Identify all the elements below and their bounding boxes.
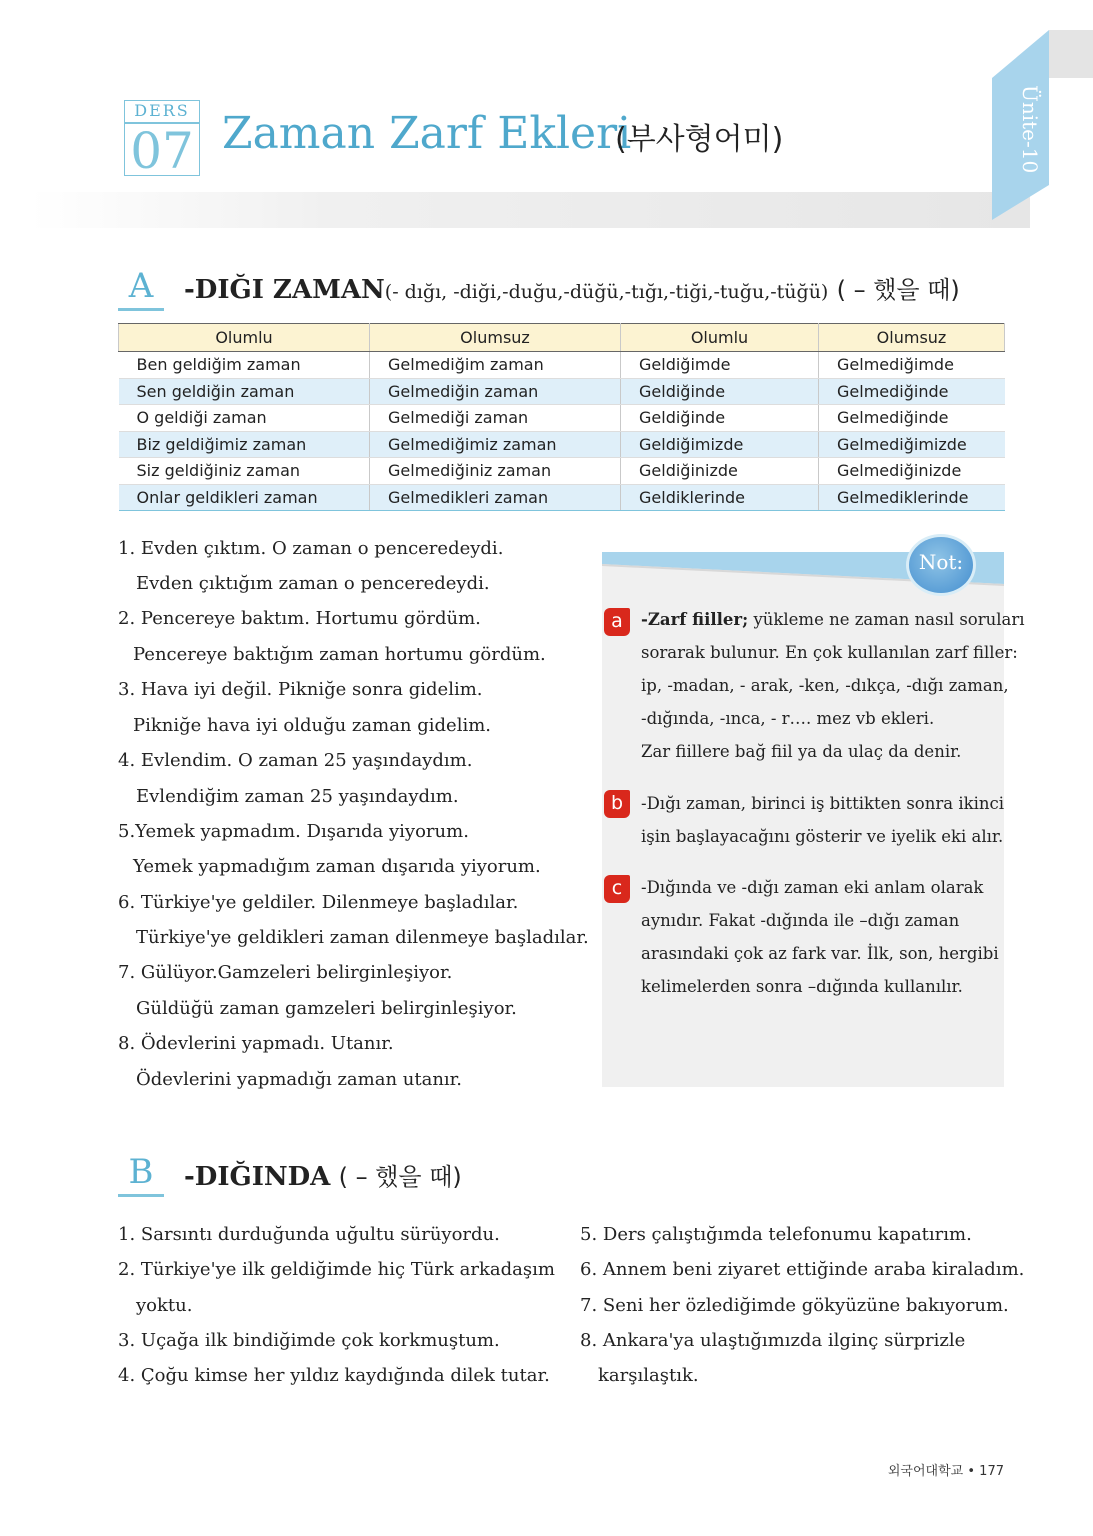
table-cell: Sen geldiğin zaman <box>119 378 370 405</box>
table-row <box>119 484 1005 511</box>
table-header-row <box>119 324 1005 352</box>
note-line <box>641 610 1025 629</box>
table-cell: Geldiğimizde <box>621 431 819 458</box>
note-marker-c: c <box>604 875 630 903</box>
note-line: kelimelerden sonra –dığında kullanılır. <box>641 977 963 996</box>
section-a-detail: (- dığı, -diği,-duğu,-düğü,-tığı,-tiği,-tuğu,-tüğü) <box>384 281 829 303</box>
page-number: 177 <box>979 1464 1004 1479</box>
example-sentence: 1. Evden çıktım. O zaman o penceredeydi. <box>118 538 504 559</box>
table-header-cell: Olumlu <box>119 324 370 352</box>
note-line: aynıdır. Fakat -dığında ile –dığı zaman <box>641 911 960 930</box>
section-b-sentence-cont: karşılaştık. <box>598 1365 699 1386</box>
section-a-korean: ( – 했을 때) <box>836 276 960 304</box>
example-sentence: 5.Yemek yapmadım. Dışarıda yiyorum. <box>118 821 469 842</box>
table-cell: Gelmediğimiz zaman <box>370 431 621 458</box>
note-panel <box>602 555 1004 1087</box>
note-line: arasındaki çok az fark var. İlk, son, hergibi <box>641 944 999 963</box>
section-b-heading <box>184 1157 462 1192</box>
page-footer <box>800 1460 1004 1479</box>
example-sentence: 2. Pencereye baktım. Hortumu gördüm. <box>118 608 481 629</box>
table-row <box>119 352 1005 379</box>
section-a-title: -DIĞI ZAMAN <box>184 275 385 305</box>
note-line: Zar fiillere bağ fiil ya da ulaç da denir. <box>641 742 962 761</box>
note-line-text: yükleme ne zaman nasıl soruları <box>748 610 1025 629</box>
section-b-sentence-cont: yoktu. <box>136 1295 193 1316</box>
header-band <box>30 192 1030 228</box>
table-cell: Ben geldiğim zaman <box>119 352 370 379</box>
section-a-letter: A <box>118 266 164 311</box>
note-marker-a: a <box>604 608 630 636</box>
table-cell: Geldiğinde <box>621 405 819 432</box>
example-sentence: 4. Evlendim. O zaman 25 yaşındaydım. <box>118 750 473 771</box>
table-cell: Biz geldiğimiz zaman <box>119 431 370 458</box>
table-cell: Gelmediğiniz zaman <box>370 458 621 485</box>
lesson-number: 07 <box>130 122 194 180</box>
example-sentence: 6. Türkiye'ye geldiler. Dilenmeye başladılar. <box>118 892 519 913</box>
example-transformed: Türkiye'ye geldikleri zaman dilenmeye başladılar. <box>136 927 589 948</box>
example-sentence: 8. Ödevlerini yapmadı. Utanır. <box>118 1033 394 1054</box>
section-b-sentence: 6. Annem beni ziyaret ettiğinde araba kiraladım. <box>580 1259 1025 1280</box>
table-cell: Geldiklerinde <box>621 484 819 511</box>
example-transformed: Evden çıktığım zaman o penceredeydi. <box>136 573 490 594</box>
table-row <box>119 405 1005 432</box>
table-cell: Onlar geldikleri zaman <box>119 484 370 511</box>
section-b-sentence: 2. Türkiye'ye ilk geldiğimde hiç Türk arkadaşım <box>118 1259 555 1280</box>
example-transformed: Yemek yapmadığım zaman dışarıda yiyorum. <box>133 856 541 877</box>
page-title: Zaman Zarf Ekleri <box>222 108 632 159</box>
table-cell: Gelmediği zaman <box>370 405 621 432</box>
table-cell: Gelmediğimizde <box>819 431 1005 458</box>
table-header-cell: Olumsuz <box>819 324 1005 352</box>
conjugation-table <box>118 323 1005 511</box>
section-b-korean: ( – 했을 때) <box>338 1163 462 1191</box>
example-transformed: Güldüğü zaman gamzeleri belirginleşiyor. <box>136 998 517 1019</box>
table-cell: Gelmedikleri zaman <box>370 484 621 511</box>
example-transformed: Ödevlerini yapmadığı zaman utanır. <box>136 1069 463 1090</box>
table-cell: Gelmediklerinde <box>819 484 1005 511</box>
page-subtitle: (부사형어미) <box>615 122 784 157</box>
lesson-label: DERS <box>134 101 190 120</box>
unit-tab-fold <box>1049 30 1093 78</box>
table-row <box>119 431 1005 458</box>
note-line: -Dığında ve -dığı zaman eki anlam olarak <box>641 878 984 897</box>
table-header-cell: Olumsuz <box>370 324 621 352</box>
table-cell: Gelmediğinde <box>819 405 1005 432</box>
table-cell: Gelmediğinizde <box>819 458 1005 485</box>
section-a-heading <box>184 270 960 305</box>
example-transformed: Evlendiğim zaman 25 yaşındaydım. <box>136 786 459 807</box>
table-cell: Geldiğinizde <box>621 458 819 485</box>
table-row <box>119 458 1005 485</box>
table-cell: Gelmediğimde <box>819 352 1005 379</box>
table-cell: O geldiği zaman <box>119 405 370 432</box>
table-header-cell: Olumlu <box>621 324 819 352</box>
footer-separator: • <box>967 1464 976 1479</box>
footer-school: 외국어대학교 <box>887 1464 964 1479</box>
section-b-sentence: 4. Çoğu kimse her yıldız kaydığında dilek tutar. <box>118 1365 550 1386</box>
section-b-sentence: 7. Seni her özlediğimde gökyüzüne bakıyorum. <box>580 1295 1009 1316</box>
section-b-sentence: 5. Ders çalıştığımda telefonumu kapatırım. <box>580 1224 972 1245</box>
unit-label: Ünite-10 <box>1018 85 1042 174</box>
table-cell: Geldiğimde <box>621 352 819 379</box>
example-transformed: Pikniğe hava iyi olduğu zaman gidelim. <box>133 715 492 736</box>
table-cell: Gelmediğinde <box>819 378 1005 405</box>
section-b-sentence: 3. Uçağa ilk bindiğimde çok korkmuştum. <box>118 1330 500 1351</box>
example-sentence: 3. Hava iyi değil. Pikniğe sonra gidelim. <box>118 679 483 700</box>
note-line: işin başlayacağını gösterir ve iyelik eki alır. <box>641 827 1004 846</box>
note-line: -Dığı zaman, birinci iş bittikten sonra ikinci <box>641 794 1005 813</box>
example-sentence: 7. Gülüyor.Gamzeleri belirginleşiyor. <box>118 962 453 983</box>
section-b-title: -DIĞINDA <box>184 1162 331 1192</box>
table-cell: Siz geldiğiniz zaman <box>119 458 370 485</box>
table-cell: Gelmediğim zaman <box>370 352 621 379</box>
section-b-sentence: 8. Ankara'ya ulaştığımızda ilginç sürprizle <box>580 1330 966 1351</box>
note-line: sorarak bulunur. En çok kullanılan zarf filler: <box>641 643 1018 662</box>
table-row <box>119 378 1005 405</box>
note-marker-b: b <box>604 790 630 818</box>
note-line: -dığında, -ınca, - r…. mez vb ekleri. <box>641 709 935 728</box>
note-term: -Zarf fiiller; <box>641 610 749 629</box>
table-cell: Gelmediğin zaman <box>370 378 621 405</box>
section-b-letter: B <box>118 1152 164 1197</box>
table-cell: Geldiğinde <box>621 378 819 405</box>
note-badge-label: Not: <box>918 550 964 574</box>
example-transformed: Pencereye baktığım zaman hortumu gördüm. <box>133 644 546 665</box>
note-line: ip, -madan, - arak, -ken, -dıkça, -dığı zaman, <box>641 676 1009 695</box>
section-b-sentence: 1. Sarsıntı durduğunda uğultu sürüyordu. <box>118 1224 500 1245</box>
